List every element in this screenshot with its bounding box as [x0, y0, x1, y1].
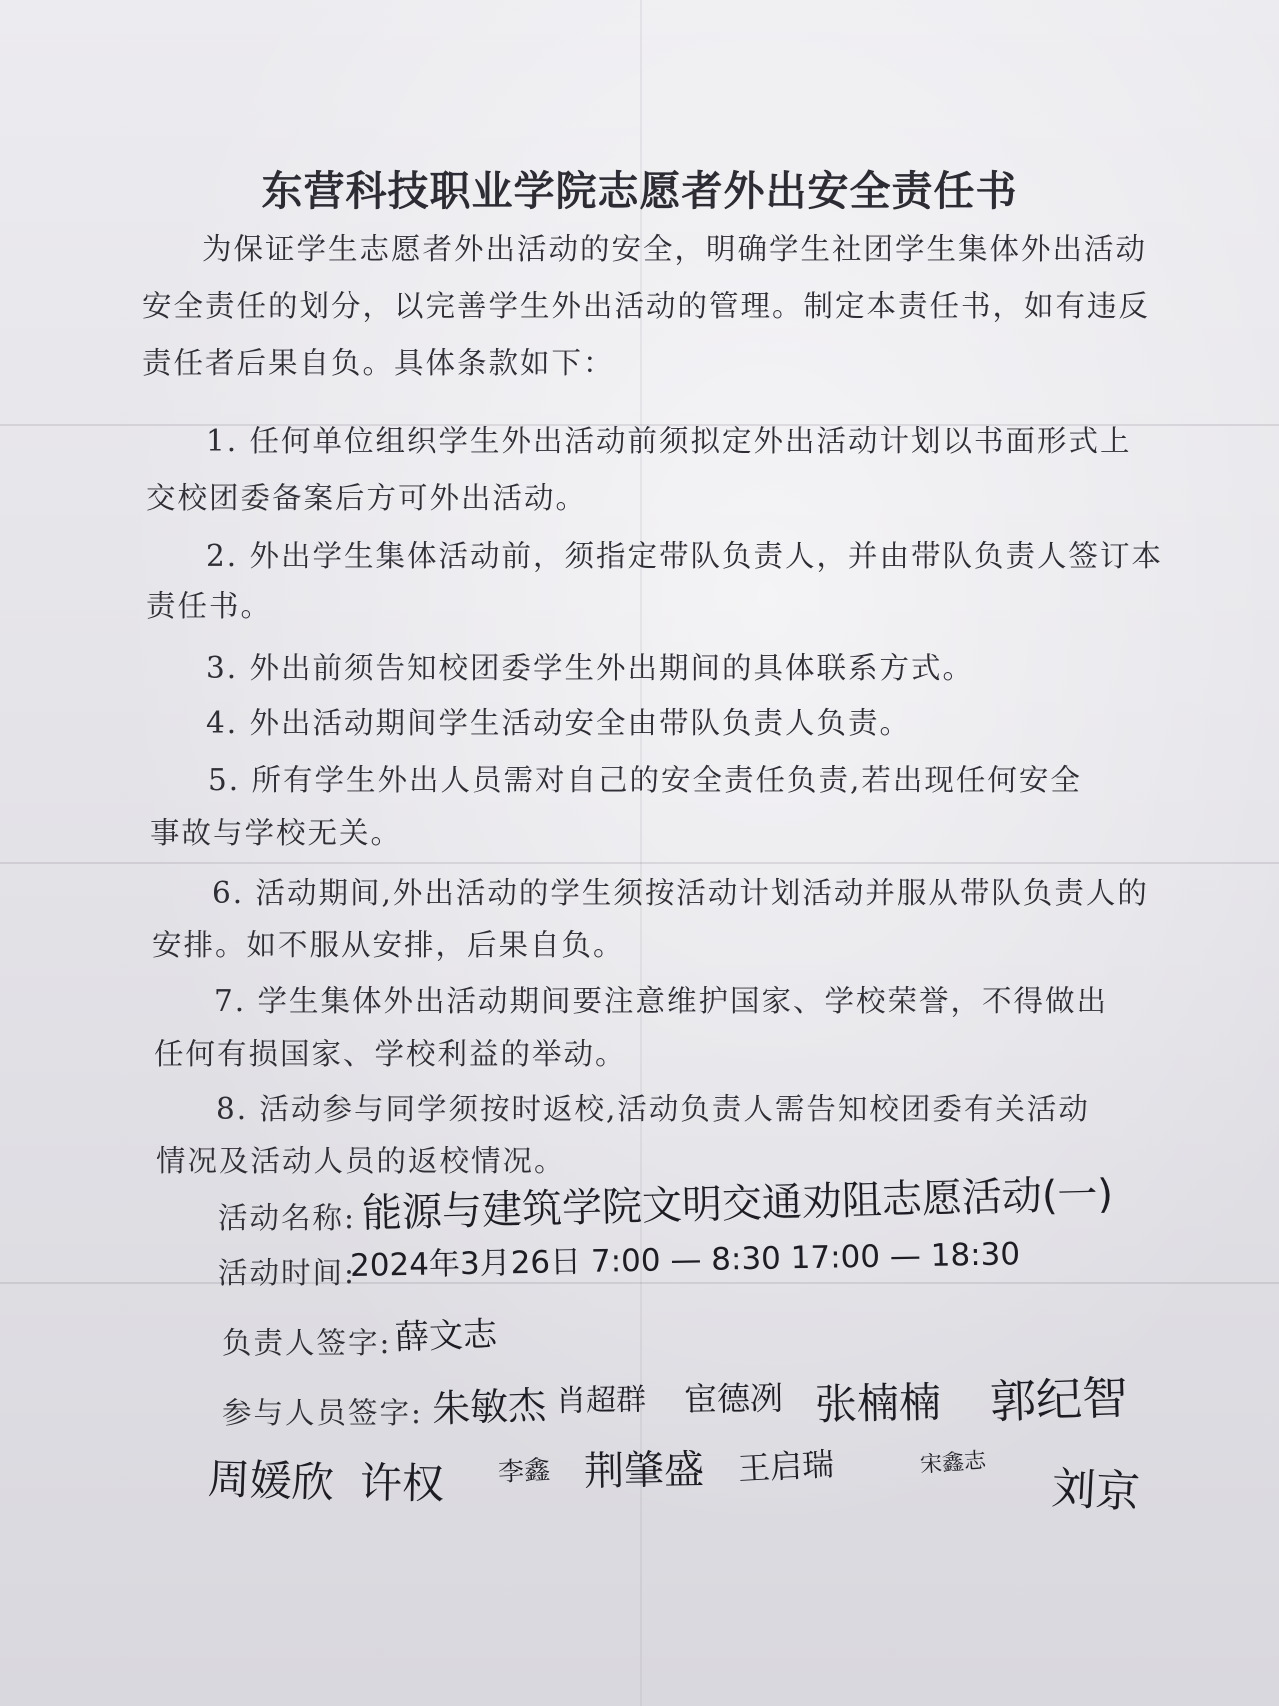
leader-signature: 薛文志 [394, 1314, 498, 1358]
clause-line: 8. 活动参与同学须按时返校,活动负责人需告知校团委有关活动 [216, 1092, 1090, 1126]
participant-signature: 张楠楠 [814, 1377, 942, 1429]
participant-signature: 朱敏杰 [431, 1383, 547, 1431]
clause-line: 任何有损国家、学校利益的举动。 [154, 1037, 627, 1071]
participant-signature: 荆肇盛 [583, 1446, 705, 1495]
document-title: 东营科技职业学院志愿者外出安全责任书 [261, 167, 1018, 215]
intro-line: 为保证学生志愿者外出活动的安全，明确学生社团学生集体外出活动 [202, 232, 1148, 266]
activity-time-label: 活动时间: [218, 1256, 356, 1290]
intro-line: 责任者后果自负。具体条款如下： [142, 346, 615, 380]
participant-signature: 刘京 [1050, 1463, 1141, 1519]
clause-line: 6. 活动期间,外出活动的学生须按活动计划活动并服从带队负责人的 [212, 876, 1149, 910]
clause-line: 3. 外出前须告知校团委学生外出期间的具体联系方式。 [206, 651, 975, 685]
clause-line: 4. 外出活动期间学生活动安全由带队负责人负责。 [206, 706, 912, 740]
activity-name-value: 能源与建筑学院文明交通劝阻志愿活动(一) [361, 1171, 1114, 1237]
leader-label: 负责人签字: [222, 1326, 392, 1360]
activity-time-value: 2024年3月26日 7:00 — 8:30 17:00 — 18:30 [349, 1236, 1021, 1284]
clause-line: 事故与学校无关。 [150, 816, 403, 850]
clause-line: 5. 所有学生外出人员需对自己的安全责任负责,若出现任何安全 [208, 763, 1082, 797]
participants-label: 参与人员签字: [222, 1396, 423, 1430]
clause-line: 1. 任何单位组织学生外出活动前须拟定外出活动计划以书面形式上 [206, 424, 1132, 458]
intro-line: 安全责任的划分，以完善学生外出活动的管理。制定本责任书，如有违反 [142, 289, 1151, 323]
participant-signature: 李鑫 [497, 1455, 551, 1488]
participant-signature: 郭纪智 [989, 1370, 1129, 1429]
clause-line: 交校团委备案后方可外出活动。 [146, 481, 588, 515]
participant-signature: 王启瑞 [737, 1444, 835, 1488]
activity-name-label: 活动名称: [218, 1201, 356, 1235]
participant-signature: 肖超群 [555, 1382, 647, 1419]
clause-line: 7. 学生集体外出活动期间要注意维护国家、学校荣誉，不得做出 [214, 984, 1109, 1018]
clause-line: 情况及活动人员的返校情况。 [156, 1144, 566, 1178]
clause-line: 2. 外出学生集体活动前，须指定带队负责人，并由带队负责人签订本 [206, 539, 1164, 573]
participant-signature: 许权 [359, 1458, 445, 1509]
participant-signature: 周媛欣 [207, 1454, 335, 1508]
participant-signature: 宋鑫志 [919, 1448, 987, 1478]
clause-line: 安排。如不服从安排，后果自负。 [152, 928, 625, 962]
clause-line: 责任书。 [146, 589, 273, 623]
participant-signature: 宦德冽 [683, 1378, 784, 1419]
